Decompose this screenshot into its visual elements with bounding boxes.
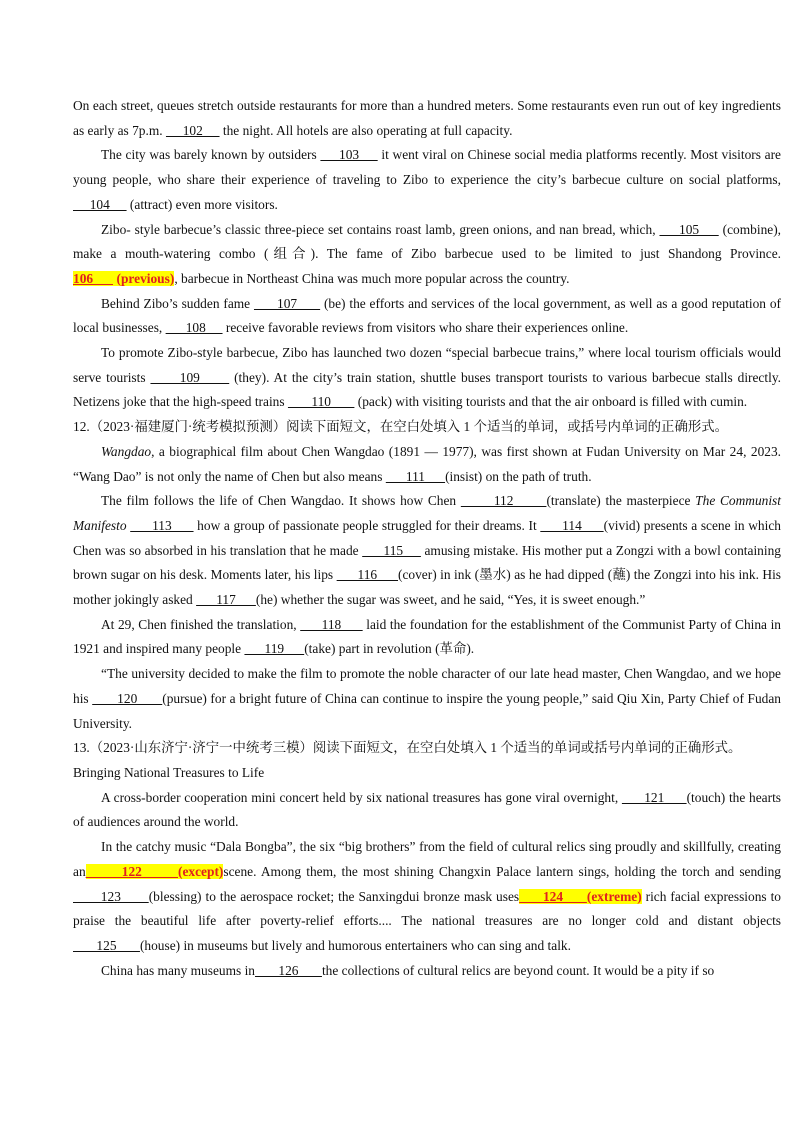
blank-114[interactable]: 114 xyxy=(540,517,604,533)
blank-126[interactable]: 126 xyxy=(254,962,322,978)
book-title: The Communist Manifesto xyxy=(73,493,781,533)
text: (blessing) to the aerospace rocket; the Sanxingdui bronze mask uses xyxy=(148,888,520,904)
q12-paragraph-4 xyxy=(73,662,781,736)
text: (pursue) for a bright future of China can continue to inspire the young people,” said Qiu Xin, Party Chief of Fudan University. xyxy=(73,690,781,731)
blank-107[interactable]: 107 xyxy=(253,295,321,311)
hint-122-highlight: (except) xyxy=(178,863,224,879)
text: , a biographical film about Chen Wangdao (1891 — 1977), was first shown at Fudan University on Mar 24, 2023. “Wang Dao” is not only the name of Chen but also means xyxy=(73,443,781,484)
text: (pack) with visiting tourists and that the air onboard is filled with cumin. xyxy=(354,394,748,410)
blank-103[interactable]: 103 xyxy=(320,147,378,163)
text: Zibo- style barbecue’s classic three-piece set contains roast lamb, green onions, and nan bread, which, xyxy=(101,221,660,237)
text: scene. Among them, the most shining Changxin Palace lantern sings, holding the torch and sending xyxy=(223,863,781,879)
text: On each street, queues stretch outside restaurants for more than a hundred meters. Some restaurants even run out of key ingredients as early as 7p.m. xyxy=(73,98,781,138)
text: the night. All hotels are also operating at full capacity. xyxy=(219,122,513,138)
blank-112[interactable]: 112 xyxy=(460,493,547,509)
paragraph-p1 xyxy=(73,94,781,143)
blank-104[interactable]: 104 xyxy=(73,196,127,212)
text: (insist) on the path of truth. xyxy=(445,468,592,484)
paragraph-p2 xyxy=(73,143,781,217)
blank-121[interactable]: 121 xyxy=(621,789,687,805)
text: receive favorable reviews from visitors who share their experiences online. xyxy=(222,320,629,336)
blank-111[interactable]: 111 xyxy=(385,468,446,484)
hint-106-highlight: (previous) xyxy=(113,270,175,286)
question-12-heading: 12.（2023·福建厦门·统考模拟预测）阅读下面短文，在空白处填入 1 个适当的单词，或括号内单词的正确形式。 xyxy=(73,419,729,435)
blank-120[interactable]: 120 xyxy=(92,690,163,706)
blank-124-highlight[interactable]: 124 xyxy=(519,888,587,904)
text: (translate) the masterpiece xyxy=(546,493,696,509)
text: China has many museums in xyxy=(101,962,255,978)
paragraph-p3 xyxy=(73,218,781,292)
q12-paragraph-2 xyxy=(73,489,781,613)
text: amusing mistake. His mother put a Zongzi with a bowl containing brown sugar on his desk. Moments later, his lips xyxy=(73,542,781,583)
blank-115[interactable]: 115 xyxy=(362,542,421,558)
text: (house) in museums but lively and humorous entertainers who can sing and talk. xyxy=(139,937,571,953)
text: (attract) even more visitors. xyxy=(126,196,278,212)
blank-118[interactable]: 118 xyxy=(300,616,363,632)
q13-paragraph-3 xyxy=(73,959,781,984)
blank-125[interactable]: 125 xyxy=(73,937,140,953)
blank-109[interactable]: 109 xyxy=(150,369,230,385)
text: it went viral on Chinese social media platforms recently. Most visitors are young people, who share their experience of traveling to Zibo to experience the city’s barbecue culture on social platforms, xyxy=(73,147,782,188)
text: To promote Zibo-style barbecue, Zibo has launched two dozen “special barbecue trains,” where local tourism officials would serve tourists xyxy=(73,345,781,385)
blank-117[interactable]: 117 xyxy=(196,592,256,608)
blank-122-highlight[interactable]: 122 xyxy=(85,863,179,879)
blank-105[interactable]: 105 xyxy=(659,221,719,237)
document-page xyxy=(73,94,781,983)
text: (take) part in revolution (革命). xyxy=(304,641,475,657)
text: laid the foundation for the establishment of the Communist Party of China in 1921 and inspired many people xyxy=(73,616,781,657)
text: “The university decided to make the film to promote the noble character of our late head master, Chen Wangdao, and we hope his xyxy=(73,666,781,706)
text: rich facial expressions to praise the beautiful life after poverty-relief efforts.... The national treasures are no longer cold and distant objects xyxy=(73,888,781,929)
text: (be) the efforts and services of the local government, as well as a good reputation of local businesses, xyxy=(73,295,781,336)
text: In the catchy music “Dala Bongba”, the six “big brothers” from the field of cultural relics sing proudly and skillfully, creating an xyxy=(73,839,781,879)
text: (cover) in ink (墨水) as he had dipped (蘸) the Zongzi into his ink. His mother jokingly asked xyxy=(73,567,782,608)
question-13-heading: 13.（2023·山东济宁·济宁一中统考三模）阅读下面短文，在空白处填入 1 个适当的单词或括号内单词的正确形式。 xyxy=(73,740,742,756)
blank-108[interactable]: 108 xyxy=(165,320,223,336)
hint-124-highlight: (extreme) xyxy=(586,888,642,904)
q12-paragraph-3 xyxy=(73,613,781,662)
q12-paragraph-1 xyxy=(73,440,781,489)
text: At 29, Chen finished the translation, xyxy=(101,616,301,632)
text: A cross-border cooperation mini concert held by six national treasures has gone viral overnight, xyxy=(101,789,622,805)
passage-title: Bringing National Treasures to Life xyxy=(73,764,265,780)
blank-116[interactable]: 116 xyxy=(336,567,399,583)
text: The city was barely known by outsiders xyxy=(101,147,321,163)
blank-110[interactable]: 110 xyxy=(287,394,355,410)
text: , barbecue in Northeast China was much more popular across the country. xyxy=(174,270,570,286)
paragraph-p4 xyxy=(73,292,781,341)
film-title: Wangdao xyxy=(101,443,152,459)
text: how a group of passionate people struggled for their dreams. It xyxy=(193,517,541,533)
text: (they). At the city’s train station, shuttle buses transport tourists to various barbecue stalls directly. Netizens joke that the high-speed trains xyxy=(73,369,781,410)
blank-123[interactable]: 123 xyxy=(73,888,149,904)
blank-113[interactable]: 113 xyxy=(130,517,194,533)
text: the collections of cultural relics are beyond count. It would be a pity if so xyxy=(321,962,715,978)
blank-102[interactable]: 102 xyxy=(165,122,220,138)
text: (combine), make a mouth-watering combo (组合). The fame of Zibo barbecue used to be limited to just Shandong Province. xyxy=(73,221,782,262)
blank-106-highlight[interactable]: 106 xyxy=(73,270,114,286)
text: (he) whether the sugar was sweet, and he said, “Yes, it is sweet enough.” xyxy=(255,592,646,608)
text: (touch) the hearts of audiences around the world. xyxy=(73,789,782,830)
text: (vivid) presents a scene in which Chen was so absorbed in his translation that he made xyxy=(73,517,781,558)
blank-119[interactable]: 119 xyxy=(244,641,305,657)
q13-paragraph-2 xyxy=(73,835,781,959)
text: The film follows the life of Chen Wangdao. It shows how Chen xyxy=(101,493,461,509)
q13-paragraph-1 xyxy=(73,786,781,835)
text: Behind Zibo’s sudden fame xyxy=(101,295,254,311)
paragraph-p5 xyxy=(73,341,781,415)
